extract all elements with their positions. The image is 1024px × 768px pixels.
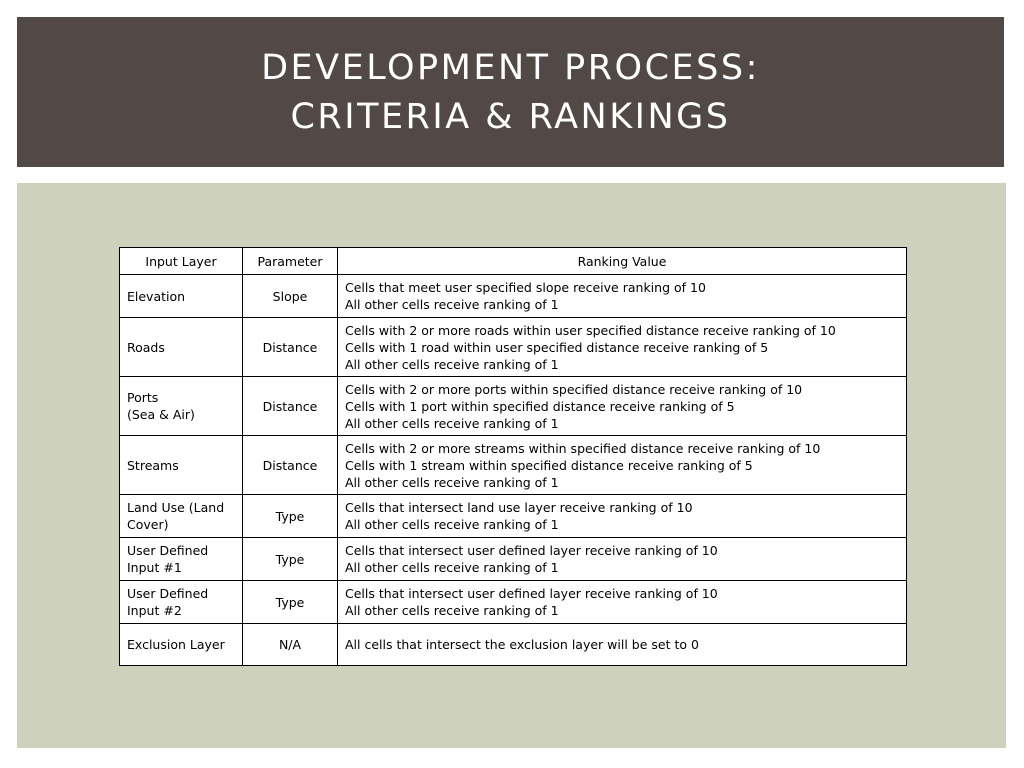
- slide-title-line-2: CRITERIA & RANKINGS: [290, 97, 731, 137]
- ranking-line: Cells with 1 stream within specified distance receive ranking of 5: [345, 457, 753, 473]
- cell-input-layer: [120, 436, 243, 495]
- cell-parameter: Type: [243, 495, 338, 538]
- cell-input-layer: [120, 538, 243, 581]
- table-header-row: [120, 248, 907, 275]
- header-input-layer: Input Layer: [120, 248, 243, 275]
- table-row: [120, 581, 907, 624]
- table-row: [120, 538, 907, 581]
- cell-input-layer: [120, 275, 243, 318]
- table-row: [120, 318, 907, 377]
- table-row: [120, 436, 907, 495]
- ranking-line: All other cells receive ranking of 1: [345, 297, 559, 312]
- ranking-line: All other cells receive ranking of 1: [345, 474, 559, 490]
- input-layer-text: Elevation: [127, 288, 186, 304]
- cell-ranking-value: [338, 275, 907, 318]
- ranking-line: All cells that intersect the exclusion layer will be set to 0: [345, 637, 699, 652]
- ranking-line: Cells with 1 road within user specified distance receive ranking of 5: [345, 339, 769, 355]
- cell-parameter: Distance: [243, 377, 338, 436]
- cell-parameter: N/A: [243, 624, 338, 666]
- input-layer-text: Ports (Sea & Air): [127, 390, 195, 422]
- cell-ranking-value: [338, 495, 907, 538]
- ranking-line: Cells with 2 or more roads within user specified distance receive ranking of 10: [345, 322, 836, 338]
- header-ranking-value: Ranking Value: [338, 248, 907, 275]
- input-layer-text: Land Use (Land Cover): [127, 500, 225, 532]
- slide-title-line-1: DEVELOPMENT PROCESS:: [261, 48, 760, 88]
- cell-input-layer: [120, 377, 243, 436]
- cell-input-layer: [120, 495, 243, 538]
- cell-parameter: Slope: [243, 275, 338, 318]
- ranking-line: Cells with 2 or more ports within specified distance receive ranking of 10: [345, 381, 803, 397]
- input-layer-text: User Defined Input #1: [127, 543, 209, 575]
- input-layer-text: Streams: [127, 457, 179, 473]
- ranking-line: All other cells receive ranking of 1: [345, 517, 559, 532]
- input-layer-text: User Defined Input #2: [127, 586, 209, 618]
- cell-ranking-value: [338, 318, 907, 377]
- cell-parameter: Distance: [243, 436, 338, 495]
- title-banner: [17, 17, 1004, 167]
- header-parameter: Parameter: [243, 248, 338, 275]
- ranking-line: Cells with 1 port within specified distance receive ranking of 5: [345, 398, 735, 414]
- ranking-line: Cells that intersect user defined layer receive ranking of 10: [345, 586, 718, 601]
- ranking-line: Cells with 2 or more streams within specified distance receive ranking of 10: [345, 440, 821, 456]
- cell-ranking-value: [338, 581, 907, 624]
- ranking-line: All other cells receive ranking of 1: [345, 603, 559, 618]
- input-layer-text: Roads: [127, 339, 165, 355]
- cell-input-layer: [120, 318, 243, 377]
- table-row: [120, 275, 907, 318]
- cell-parameter: Type: [243, 538, 338, 581]
- ranking-line: All other cells receive ranking of 1: [345, 560, 559, 575]
- cell-ranking-value: [338, 436, 907, 495]
- cell-parameter: Type: [243, 581, 338, 624]
- criteria-table: [119, 247, 907, 666]
- table-row: [120, 624, 907, 666]
- ranking-line: Cells that intersect user defined layer receive ranking of 10: [345, 543, 718, 558]
- cell-ranking-value: [338, 377, 907, 436]
- table-row: [120, 377, 907, 436]
- ranking-line: All other cells receive ranking of 1: [345, 356, 559, 372]
- cell-input-layer: [120, 581, 243, 624]
- cell-input-layer: [120, 624, 243, 666]
- table-row: [120, 495, 907, 538]
- cell-parameter: Distance: [243, 318, 338, 377]
- input-layer-text: Exclusion Layer: [127, 637, 225, 652]
- cell-ranking-value: [338, 624, 907, 666]
- cell-ranking-value: [338, 538, 907, 581]
- ranking-line: Cells that intersect land use layer receive ranking of 10: [345, 500, 693, 515]
- ranking-line: All other cells receive ranking of 1: [345, 415, 559, 431]
- ranking-line: Cells that meet user specified slope receive ranking of 10: [345, 280, 706, 295]
